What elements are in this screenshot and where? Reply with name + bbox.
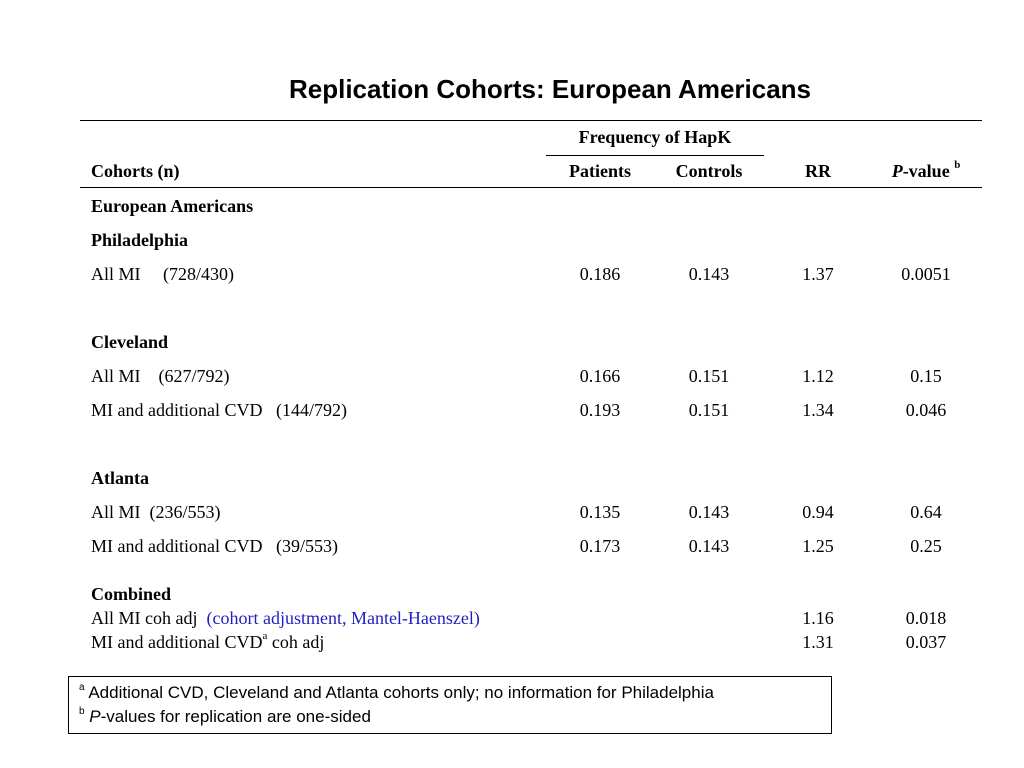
combined-row-2-rr: 1.31 — [802, 632, 834, 652]
row-patients: 0.193 — [579, 400, 621, 420]
footnote-a-text: Additional CVD, Cleveland and Atlanta cohorts only; no information for Philadelphia — [84, 683, 714, 702]
p-italic: P — [891, 161, 903, 181]
row-patients: 0.173 — [579, 536, 621, 556]
row-controls: 0.151 — [688, 400, 730, 420]
row-label: MI and additional CVD (39/553) — [91, 536, 338, 556]
row-patients: 0.166 — [579, 366, 621, 386]
section-cleveland: Cleveland — [91, 332, 169, 352]
row-controls: 0.143 — [688, 536, 730, 556]
row-p: 0.15 — [910, 366, 942, 386]
footnote-a — [79, 681, 831, 705]
footnote-b-text: -values for replication are one-sided — [100, 707, 371, 726]
footnote-b — [79, 705, 831, 729]
row-controls: 0.151 — [688, 366, 730, 386]
section-atlanta: Atlanta — [91, 468, 149, 488]
row-rr: 1.25 — [802, 536, 834, 556]
rr-header: RR — [805, 161, 831, 181]
row-p: 0.25 — [910, 536, 942, 556]
combined-row-1-rr: 1.16 — [802, 608, 834, 628]
footnote-b-italic: P — [89, 707, 101, 726]
combined-row-1-label — [91, 607, 480, 629]
combined-label: MI and additional CVD — [91, 632, 263, 652]
row-label: All MI (627/792) — [91, 366, 230, 386]
row-p: 0.046 — [905, 400, 947, 420]
frequency-group-header: Frequency of HapK — [578, 127, 732, 147]
combined-label: All MI coh adj — [91, 608, 198, 628]
page-title: Replication Cohorts: European Americans — [288, 74, 812, 104]
header-group-rule — [546, 155, 764, 156]
section-combined: Combined — [91, 584, 172, 604]
row-p: 0.64 — [910, 502, 942, 522]
row-label: All MI (236/553) — [91, 502, 221, 522]
combined-row-1-p: 0.018 — [905, 608, 947, 628]
row-patients: 0.135 — [579, 502, 621, 522]
row-label: MI and additional CVD (144/792) — [91, 400, 347, 420]
controls-header: Controls — [675, 161, 743, 181]
footnote-b-mark: b — [79, 706, 85, 717]
row-p: 0.0051 — [901, 264, 951, 284]
row-rr: 0.94 — [802, 502, 834, 522]
patients-header: Patients — [569, 161, 631, 181]
row-rr: 1.34 — [802, 400, 834, 420]
row-controls: 0.143 — [688, 502, 730, 522]
table-top-rule — [80, 120, 982, 121]
cohort-adjustment-note: (cohort adjustment, Mantel-Haenszel) — [206, 608, 480, 628]
row-rr: 1.12 — [802, 366, 834, 386]
p-value-header — [871, 160, 981, 182]
row-patients: 0.186 — [579, 264, 621, 284]
footnote-a-mark: a — [79, 682, 85, 693]
combined-row-2-p: 0.037 — [905, 632, 947, 652]
header-bottom-rule — [80, 187, 982, 188]
combined-suffix: coh adj — [267, 632, 325, 652]
footnote-box — [68, 676, 832, 734]
row-label: All MI (728/430) — [91, 264, 234, 284]
p-value-sup: b — [954, 159, 961, 171]
section-european-americans: European Americans — [91, 196, 254, 216]
row-rr: 1.37 — [802, 264, 834, 284]
row-controls: 0.143 — [688, 264, 730, 284]
section-philadelphia: Philadelphia — [91, 230, 189, 250]
footnote-a-marker: a — [262, 630, 268, 642]
combined-row-2-label — [91, 631, 324, 653]
p-value-label: -value — [902, 161, 950, 181]
cohorts-header: Cohorts (n) — [91, 161, 180, 181]
